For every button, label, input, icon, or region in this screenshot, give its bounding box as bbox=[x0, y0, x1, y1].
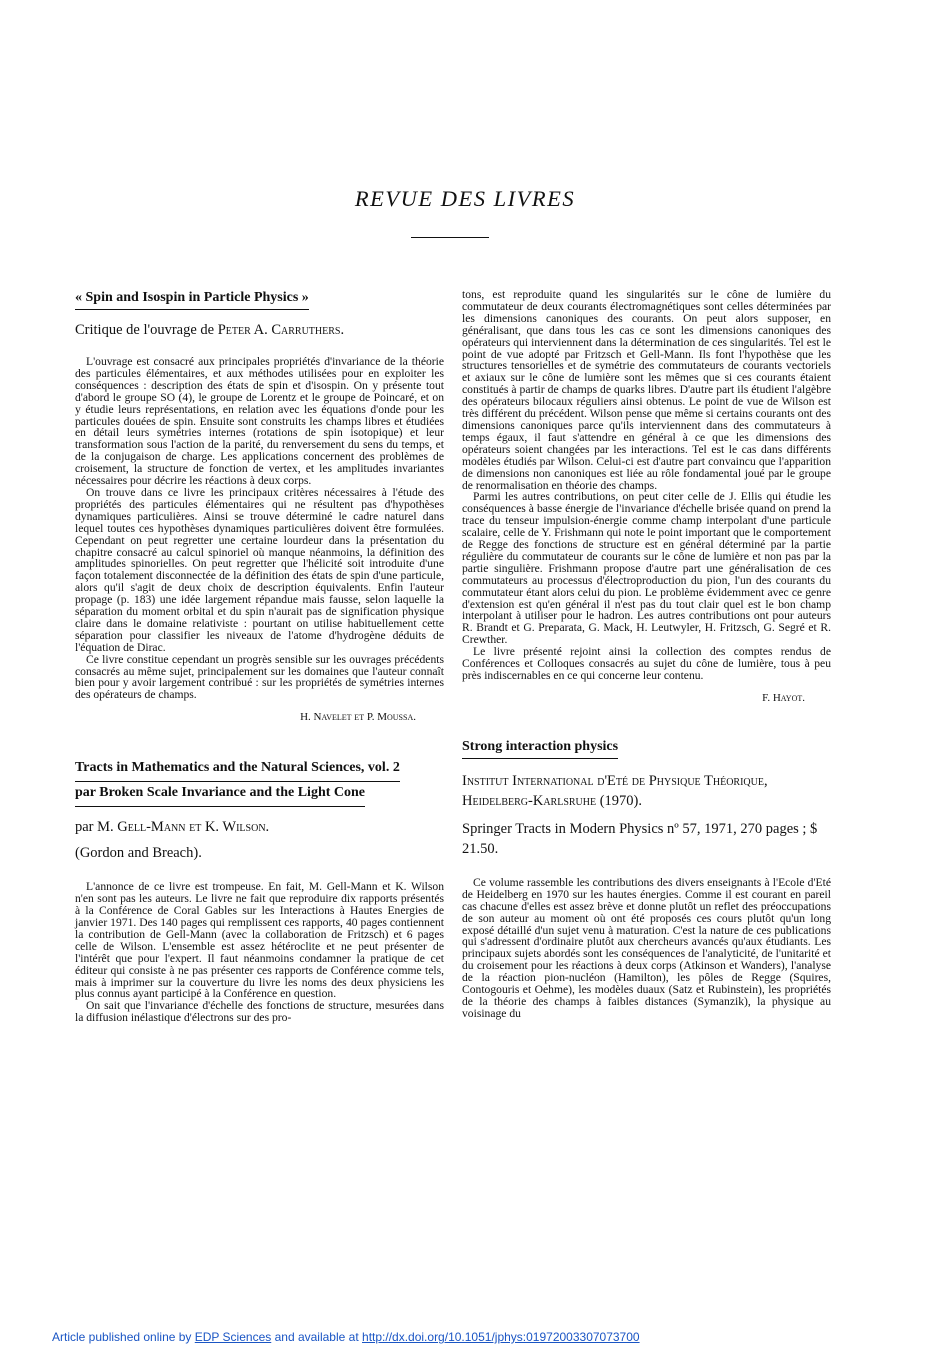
review-continuation bbox=[462, 289, 831, 682]
review-spin-isospin bbox=[75, 289, 444, 723]
review-institution: Institut International d'Eté de Physique Théorique, Heidelberg-Karlsruhe (1970). bbox=[462, 772, 768, 809]
byline-prefix: par M. bbox=[75, 819, 114, 836]
doi-link[interactable]: http://dx.doi.org/10.1051/jphys:01972003307073700 bbox=[362, 1330, 640, 1344]
paragraph: On sait que l'invariance d'échelle des fonctions de structure, mesurées dans la diffusion inélastique d'électrons sur des pro- bbox=[75, 999, 444, 1025]
review-subtitle bbox=[75, 320, 444, 340]
review-strong-interaction bbox=[462, 738, 831, 1020]
paragraph: L'annonce de ce livre est trompeuse. En fait, M. Gell-Mann et K. Wilson n'en sont pas les auteurs. Le livre ne fait que reproduire dix rapports présentés à la Conférence de Coral Gables sur les Interactions à Hautes Energies de janvier 1971. Des 140 pages qui remplissent ces rapports, 40 pages contiennent la contribution de Gell-Mann (avec la collaboration de Fritzsch) et 6 pages celle de Wilson. L'ensemble est assez hétéroclite et ne peut présenter de l'intérêt que pour l'expert. Il faut néanmoins condamner la pratique de cet éditeur qui consiste à ne pas présenter ces rapports de Conférence comme tels, mais à imprimer sur la couverture du livre les noms des deux physiciens les plus connus ayant participé à la Conférence en question. bbox=[75, 880, 444, 1001]
page-title: REVUE DES LIVRES bbox=[354, 186, 576, 211]
review-signature: H. Navelet et P. Moussa. bbox=[300, 711, 416, 724]
footer-middle: and available at bbox=[274, 1330, 359, 1344]
review-heading-line1: Tracts in Mathematics and the Natural Sciences, vol. 2 bbox=[75, 757, 400, 782]
review-body bbox=[75, 356, 444, 701]
publisher-link[interactable]: EDP Sciences bbox=[194, 1330, 272, 1344]
paragraph: Le livre présenté rejoint ainsi la collection des comptes rendus de Conférences et Colloques consacrés au sujet du cône de lumière, tous à peu près indiscernables en ce qui concerne leur contenu. bbox=[462, 645, 831, 682]
paragraph: Ce volume rassemble les contributions des divers enseignants à l'Ecole d'Eté de Heidelberg en 1970 sur les hautes énergies. Comme il est courant en pareil cas chacune d'elles est assez brève et donne plutôt un reflet des préoccupations de son auteur au moment où ont été proposés ces cours plutôt qu'un long exposé détaillé d'un sujet venu à maturation. C'est la nature de ces publications qui s'adressent d'ordinaire plutôt aux chercheurs avancés qu'aux étudiants. Les principaux sujets abordés sont les conséquences de l'analyticité, de l'unitarité et du croisement pour les réactions à deux corps (Atkinson et Wanders), l'analyse de la réaction pion-nucléon (Hamilton), les pôles de Regge (Squires, Contogouris et Oehme), les modèles duaux (Satz et Rubinstein), les propriétés de la théorie des champs à faibles distances (Symanzik), la physique au voisinage du bbox=[462, 875, 831, 1020]
review-heading-line2: par Broken Scale Invariance and the Light Cone bbox=[75, 782, 365, 807]
subtitle-prefix: Critique de l'ouvrage de bbox=[75, 322, 215, 338]
paragraph: Parmi les autres contributions, on peut citer celle de J. Ellis qui étudie les conséquences à basse énergie de l'invariance d'échelle brisée quand on prend la trace du tenseur impulsion-énergie comme champ interpolant d'une particule scalaire, celle de Y. Frishmann qui note le point important que le comportement de Regge des fonctions de structure est en général déterminé par la partie régulière du commutateur de courants sur le cône de lumière et non pas par la partie singulière. Frishmann propose d'autre part une généralisation de ces commutateurs au processus d'électroproduction du pion, l'un des courants du commutateur étant alors celui du pion. Le problème évidemment avec ce genre d'extension est qu'en général il n'est pas du tout clair quel est le bon champ interpolant à utiliser pour le hadron. Les autres contributions ont pour auteurs R. Brandt et G. Preparata, G. Mack, H. Leutwyler, H. Fritzsch, G. Segré et R. Crewther. bbox=[462, 490, 831, 647]
publication-footer bbox=[52, 1330, 640, 1344]
review-broken-scale bbox=[75, 757, 444, 1024]
footer-prefix: Article published online by bbox=[52, 1330, 192, 1344]
review-signature: F. Hayot. bbox=[762, 691, 805, 704]
review-publication: Springer Tracts in Modern Physics nº 57, 1971, 270 pages ; $ 21.50. bbox=[462, 820, 818, 857]
review-body bbox=[462, 877, 831, 1020]
paragraph: Ce livre constitue cependant un progrès sensible sur les ouvrages précédents consacrés au même sujet, principalement sur les domaines que l'auteur connaît bien pour y avoir largement contribué : sur les propriétés de symétries internes des opérateurs de champs. bbox=[75, 652, 444, 702]
review-heading: Strong interaction physics bbox=[462, 738, 618, 759]
byline-authors: Gell-Mann et K. Wilson. bbox=[117, 819, 270, 836]
paragraph: On trouve dans ce livre les principaux critères nécessaires à l'étude des propriétés des particules élémentaires qui ne résultent pas d'hypothèses dynamiques particulières. Ainsi se trouve déterminé le cadre naturel dans lequel toutes ces hypothèses dynamiques particulières doivent être formulées. Cependant on peut regretter une certaine lourdeur dans la présentation du chapitre consacré au calcul spinoriel où manque néanmoins, la définition des amplitudes spinorielles. On peut regretter que l'hélicité soit introduite d'une façon totalement disconnectée de la définition des états de spin d'une particule, alors qu'il s'agit de deux choix de description équivalents. Enfin l'auteur propage (p. 183) une idée largement répandue mais fausse, selon laquelle la séparation du moment orbital et du spin n'aurait pas de signification physique claire dans le domaine relativiste : pourtant on utilise habituellement cette séparation pour classifier les niveaux de l'atome d'hydrogène déduits de l'équation de Dirac. bbox=[75, 485, 444, 654]
left-column bbox=[75, 289, 444, 1024]
title-divider bbox=[411, 237, 489, 238]
review-byline bbox=[75, 817, 444, 837]
review-body bbox=[75, 881, 444, 1024]
subtitle-author: Peter A. Carruthers. bbox=[217, 322, 345, 338]
review-heading: « Spin and Isospin in Particle Physics » bbox=[75, 289, 309, 310]
paragraph: L'ouvrage est consacré aux principales propriétés d'invariance de la théorie des particules élémentaires, et aux méthodes utilisées pour en exploiter les conséquences : description des états de spin et d'isospin. On y présente tout d'abord le groupe SO (4), le groupe de Lorentz et le groupe de Poincaré, et on y étudie leurs représentations, en relation avec les équations d'onde pour les particules douées de spin. Ensuite sont construits les champs libres et étudiées en détail leurs symétries internes (rotations de spin isotopique) et leur transformation sous l'action de la parité, du renversement du sens du temps, et de la conjugaison de charge. Les applications concernent des problèmes de croisement, la structure de fonction de vertex, et les amplitudes invariantes nécessaires pour décrire les réactions à deux corps. bbox=[75, 355, 444, 488]
paragraph: tons, est reproduite quand les singularités sur le cône de lumière du commutateur de deux courants électromagnétiques sont celles déterminées par les dimensions canoniques des courants. On peut alors supposer, en généralisant, que dans tous les cas ce sont les dimensions canoniques des opérateurs qui interviennent dans la détermination de ces singularités. Tel est le point de vue adopté par Fritzsch et Gell-Mann. Ils font l'hypothèse que les structures tensorielles et de symétrie des commutateurs de courants vectoriels et axiaux sur le cône de lumière sont les mêmes que si ces courants étaient constitués à partir de champs de quarks libres. D'autre part ils étudient l'algèbre des opérateurs bilocaux réguliers ainsi obtenus. Le point de vue de Wilson est très différent du précédent. Wilson pense que même si certains courants ont des dimensions canoniques parce qu'ils interviennent dans des commutateurs à temps égaux, il faut s'attendre en général à ce que les dimensions des opérateurs soient changées par les interactions. Tel est le cas dans différents modèles étudiés par Wilson. Celui-ci est d'autre part convaincu que l'apparition de dimensions non canoniques est liée au rôle fondamental joué par le groupe de renormalisation en théorie des champs. bbox=[462, 288, 831, 492]
review-publisher: (Gordon and Breach). bbox=[75, 845, 202, 862]
right-column bbox=[462, 289, 831, 1020]
